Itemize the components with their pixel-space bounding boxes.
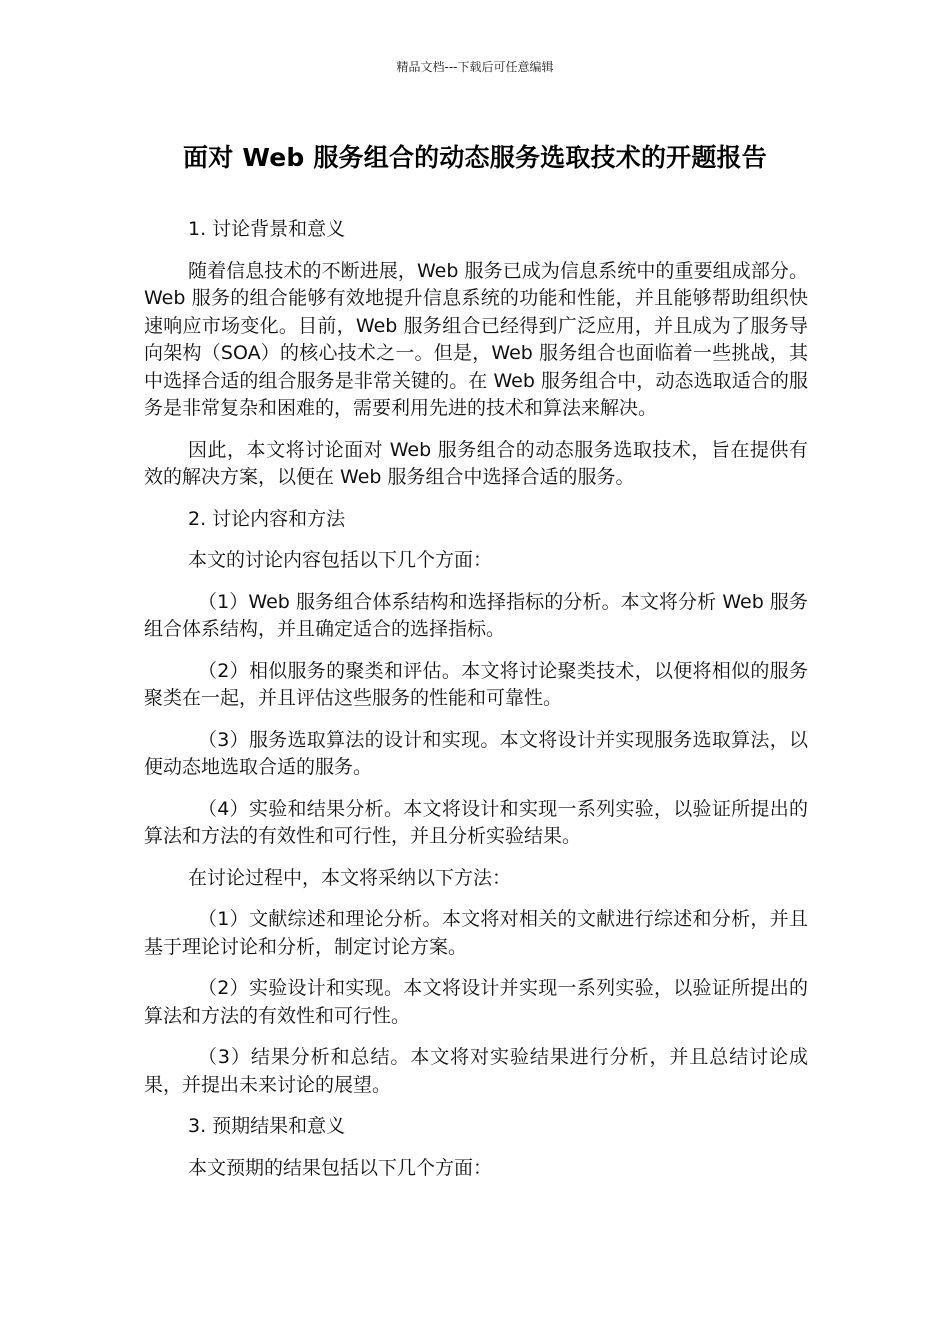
document-body — [144, 216, 808, 1196]
section-2-item-3: （3）服务选取算法的设计和实现。本文将设计并实现服务选取算法，以便动态地选取合适的服务。 — [144, 728, 808, 778]
section-2-heading: 2. 讨论内容和方法 — [188, 507, 346, 530]
section-2-item-2: （2）相似服务的聚类和评估。本文将讨论聚类技术，以便将相似的服务聚类在一起，并且评估这些服务的性能和可靠性。 — [144, 659, 808, 709]
section-2-intro: 本文的讨论内容包括以下几个方面： — [188, 549, 493, 571]
document-title: 面对 Web 服务组合的动态服务选取技术的开题报告 — [183, 143, 767, 172]
section-1-paragraph-1: 随着信息技术的不断进展，Web 服务已成为信息系统中的重要组成部分。Web 服务的组合能够有效地提升信息系统的功能和性能，并且能够帮助组织快速响应市场变化。目前，Web 服务组合已经得到广泛应用，并且成为了服务导向架构（SOA）的核心技术之一。但是，Web 服务组合也面临着一些挑战，其中选择合适的组合服务是非常关键的。在 Web 服务组合中，动态选取适合的服务是非常复杂和困难的，需要利用先进的技术和算法来解决。 — [144, 259, 808, 419]
section-2-item-4: （4）实验和结果分析。本文将设计和实现一系列实验，以验证所提出的算法和方法的有效性和可行性，并且分析实验结果。 — [144, 797, 808, 847]
section-3-heading: 3. 预期结果和意义 — [188, 1115, 346, 1137]
section-3-intro: 本文预期的结果包括以下几个方面： — [188, 1156, 493, 1179]
section-2-method-2: （2）实验设计和实现。本文将设计并实现一系列实验，以验证所提出的算法和方法的有效性和可行性。 — [144, 977, 808, 1027]
section-2-item-1: （1）Web 服务组合体系结构和选择指标的分析。本文将分析 Web 服务组合体系结构，并且确定适合的选择指标。 — [144, 590, 808, 640]
section-1-heading: 1. 讨论背景和意义 — [188, 218, 346, 240]
section-1-paragraph-2: 因此，本文将讨论面对 Web 服务组合的动态服务选取技术，旨在提供有效的解决方案，以便在 Web 服务组合中选择合适的服务。 — [144, 438, 808, 488]
section-2-methods-intro: 在讨论过程中，本文将采纳以下方法： — [188, 866, 512, 889]
section-2-method-1: （1）文献综述和理论分析。本文将对相关的文献进行综述和分析，并且基于理论讨论和分析，制定讨论方案。 — [144, 908, 808, 958]
section-2-method-3: （3）结果分析和总结。本文将对实验结果进行分析，并且总结讨论成果，并提出未来讨论的展望。 — [144, 1046, 808, 1096]
header-note: 精品文档---下载后可任意编辑 — [396, 60, 554, 74]
